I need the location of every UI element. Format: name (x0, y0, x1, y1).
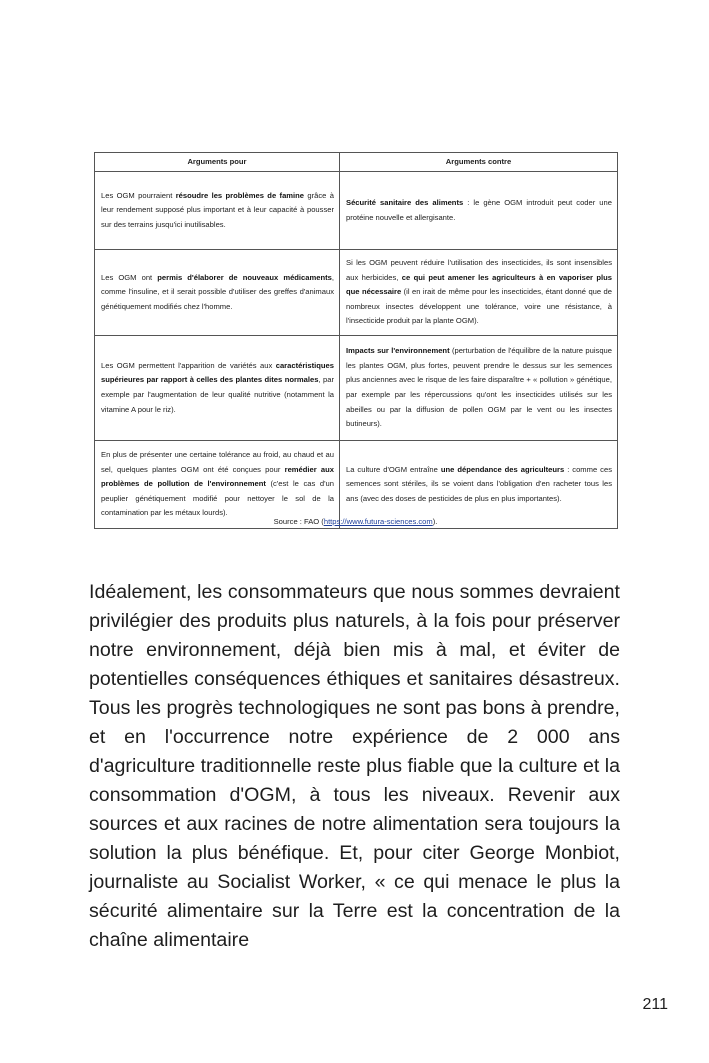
cell-text: Les OGM permettent l'apparition de variétés aux (101, 360, 276, 370)
cell-bold-text: permis d'élaborer de nouveaux médicaments (157, 272, 332, 282)
cell-text: (il en irait de même pour les insecticides, étant donné que de nombreux insectes développent une tolérance, voire une résistance, à l'insecticide produit par la plante OGM). (346, 287, 612, 326)
cell-text: Si les OGM peuvent réduire l'utilisation des insecticides, ils sont insensibles aux herbicides, (346, 258, 612, 282)
cell-bold-text: caractéristiques supérieures par rapport à celles des plantes dites normales (101, 360, 334, 385)
cell-contre (340, 250, 618, 336)
table-row (95, 336, 618, 441)
source-prefix: Source : FAO ( (273, 517, 324, 526)
cell-bold-text: Sécurité sanitaire des aliments (346, 197, 464, 207)
cell-contre (340, 336, 618, 441)
cell-text: Les OGM pourraient (101, 190, 176, 200)
cell-text: En plus de présenter une certaine tolérance au froid, au chaud et au sel, quelques plantes OGM ont été conçues pour (101, 450, 334, 474)
header-arguments-pour: Arguments pour (95, 153, 340, 172)
table-header-row (95, 153, 618, 172)
cell-text: (c'est le cas d'un peuplier génétiquement modifié pour nettoyer le sol de la contamination par les métaux lourds). (101, 479, 334, 518)
cell-pour (95, 250, 340, 336)
cell-text: (perturbation de l'équilibre de la nature puisque les plantes OGM, plus fortes, peuvent prendre le dessus sur les semences plus anciennes avec le risque de les faire disparaître + « pollution » génétique, par exemple par les répercussions qu'ont les insecticides utilisés sur les abeilles ou par la diffusion de pollen OGM par le vent ou les insectes butineurs). (346, 346, 612, 429)
cell-pour (95, 172, 340, 250)
table-row (95, 250, 618, 336)
cell-text: Les OGM ont (101, 272, 158, 282)
cell-bold-text: résoudre les problèmes de famine (175, 190, 305, 200)
cell-text: : comme ces semences sont stériles, ils se voient dans l'obligation d'en racheter tous les ans (avec des doses de pesticides de plus en plus importantes). (346, 464, 612, 503)
cell-text: , par exemple par l'augmentation de leur qualité nutritive (notamment la vitamine A pour le riz). (101, 375, 334, 414)
cell-bold-text: une dépendance des agriculteurs (440, 464, 565, 474)
cell-text: , comme l'insuline, et il serait possible d'utiliser des greffes d'animaux génétiquement modifiés chez l'homme. (101, 272, 334, 311)
cell-text: La culture d'OGM entraîne (346, 464, 441, 474)
header-arguments-contre: Arguments contre (340, 153, 618, 172)
cell-bold-text: remédier aux problèmes de pollution de l'environnement (101, 464, 334, 489)
source-suffix: ). (432, 517, 438, 526)
source-link[interactable]: https://www.futura-sciences.com (323, 517, 433, 526)
table-row (95, 172, 618, 250)
table-source-caption (94, 516, 617, 528)
cell-contre (340, 172, 618, 250)
cell-bold-text: Impacts sur l'environnement (346, 346, 450, 356)
body-paragraph: Idéalement, les consommateurs que nous sommes devraient privilégier des produits plus naturels, à la fois pour préserver notre environnement, déjà bien mis à mal, et éviter de potentielles conséquences éthiques et sanitaires désastreux. Tous les progrès technologiques ne sont pas bons à prendre, et en l'occurrence notre expérience de 2 000 ans d'agriculture traditionnelle reste plus fiable que la culture et la consommation d'OGM, à tous les niveaux. Revenir aux sources et aux racines de notre alimentation sera toujours la solution la plus bénéfique. Et, pour citer George Monbiot, journaliste au Socialist Worker, « ce qui menace le plus la sécurité alimentaire sur la Terre est la concentration de la chaîne alimentaire (89, 581, 620, 951)
cell-pour (95, 336, 340, 441)
cell-text: : le gène OGM introduit peut coder une protéine nouvelle et allergisante. (346, 197, 612, 222)
cell-bold-text: ce qui peut amener les agriculteurs à en vaporiser plus que nécessaire (346, 272, 613, 297)
cell-text: grâce à leur rendement supposé plus important et à leur capacité à pousser sur des terrains jusqu'ici inutilisables. (101, 190, 335, 229)
arguments-table (94, 152, 618, 529)
page-number: 211 (642, 996, 668, 1013)
